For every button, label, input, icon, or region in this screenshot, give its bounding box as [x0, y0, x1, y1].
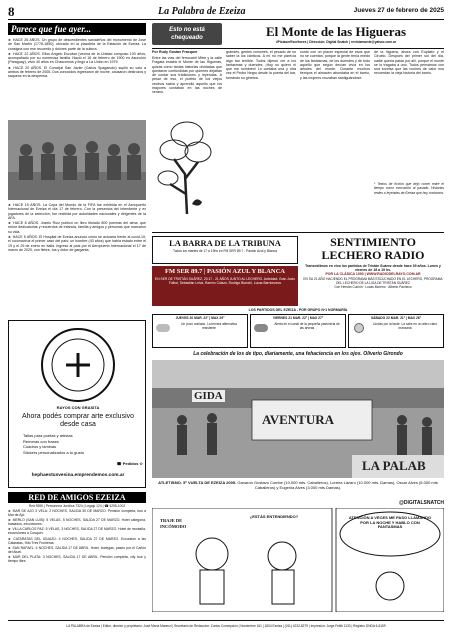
rayos-items [23, 433, 143, 455]
barra-title: LA BARRA DE LA TRIBUNA [169, 238, 281, 248]
group-photo-image [8, 120, 146, 200]
trip-entry: ► MAR DEL PLATA: 3 NOCHES, SALIDA 17 DE ABRIL. Pensión completa, city tour y tiempo libre. [8, 554, 146, 564]
atletismo-photo [152, 360, 444, 478]
monte-illustration [152, 104, 222, 214]
monte-col-1: Entre las vías del ferrocarril Mitre y la calle Fragata estaba el Monte de las Higueras, quizás como tantas historias olvidadas que quedaron confundidas por quienes dejaban de contar sus tradiciones y leyendas. A pesar de eso, el pueblo de los viejos vecinos sabía y aprendió aquello que los mayores contaban en las noches de verano. [152, 56, 222, 95]
monte-title: El Monte de las Higueras [265, 24, 407, 39]
rayos-item: Cuadros y láminas [23, 444, 57, 449]
ayer-entry: ► HACE 5 AÑOS. El Hospital de Ezeiza anunció cómo se actuaría frente al covid-19, el coronavirus el primer caso del país: un hombre (43 años) que había estado entre el 19 y el 29 de enero en Italia. Ingresó al país por el Aeropuerto Internacional el 17 de marzo de 2020, con fiebre, tos y dolor de garganta. [8, 235, 146, 252]
cartoon-strip [152, 500, 444, 612]
photo-banner-text-1: GIDA [194, 390, 223, 402]
masthead [8, 4, 444, 18]
rayos-logo-icon [38, 325, 118, 405]
cloud-icon [156, 324, 170, 332]
trip-entry: ► CATARATAS DEL IGUAZÚ: 4 NOCHES, SALIDA 27 DE MARZO. Excursión a las Cataratas, Hito Tres Fronteras. [8, 536, 146, 545]
red-amigos-subtitle: Red 9590 | Personería Jurídica 7324 | Legajo 124 | ☎ 4295-1002 [28, 504, 126, 508]
page-number: 8 [8, 4, 15, 19]
sentimiento-line: EN SU 21 AÑO HACIENDO EL PROGRAMA MÁS ESCUCHADO EN EL LECHERO, PROGRAMA DEL LECHERO DE LA LIGA DE TRISTÁN SUÁREZ [303, 276, 443, 285]
cartoon-handle: @DIGITALSNATCH [399, 500, 444, 506]
section-title: Parece que fue ayer... [11, 24, 91, 34]
trip-entry: ► MERLO (SAN LUIS): 5 VELAS, 5 NOCHES, SALIDA 27 DE MARZO. Hotel categoría, traslados, excursiones. [8, 518, 146, 527]
monte-bottom-rule [152, 232, 444, 233]
ayer-entry: ► HACE 15 AÑOS. La Copa del Mundo de la FIFA fue exhibida en el Aeropuerto Internacional de Ezeiza el día 17 de febrero. Con la presencia del intendente y ex jugadores de la selección, fue recibida por autoridades nacionales y dirigentes de la AFA. [8, 203, 146, 220]
match-day: JUEVES 20 MAR. 22° | MAX 29° [175, 316, 225, 320]
barra-subtitle: Todos los martes de 17 a 19hs en FM SER 89.7 - Pasión Azul y Blanca [173, 249, 277, 253]
ayer-text-bottom [8, 203, 146, 315]
match-card [348, 314, 444, 348]
caption-body: Ganaron Gustavo Combe (10.000 mts. Caballeros), Lorena Lázaro (10.000 mts. Damas), Oscar Alves (5.000 mts Caballeros) y Eugenia Alves (3.000 mts Damas). [237, 480, 438, 490]
sentimiento-line: Transmitimos en vivo los partidos de Tristán Suárez desde hace 39 años. Lunes y viernes de 18 a 19 hs. [305, 264, 441, 273]
monte-note: * Textos de ficción que dejó correr entre el tiempo como evocación al pasado. Historias reales o leyendas de Ezeiza que hoy contamos. [374, 182, 444, 195]
photo-banner-text-3: LA PALAB [362, 458, 426, 473]
footer-imprint: LA PALABRA de Ezeiza | Editor, director y propietario: José María Marenzi | Secretario de Redacción: Carlos Concepción | Noviembre 161 | 1804 Ezeiza | (011) 4232-8279 | Impresión: Jorge Felitti 1133 | Registro DNDA 6-6159 [66, 624, 386, 628]
barra-box [152, 236, 298, 264]
radio-subtitle: EN SER DE TRISTÁN SUÁREZ, 20:17 - 21 AÑOS JUNTO AL LECHERO. Actividad: Gran Jucio Fútbol, Sebastián Leiva, Ramiro Colazo, Rodrigo Bianchi, Lucas Barrionuevo [155, 277, 295, 286]
trip-entry: ► SAN RAFAEL: 4 NOCHES, SALIDA 17 DE ABRIL. Hotel, bodegas, paseo por el Cañón del Atuel. [8, 545, 146, 554]
cartoon-bubble-3: ATENCIÓN A VECES ME PASO LLAMANDO POR LA NOCHE Y HABLO CON FANTASMAS [348, 515, 432, 530]
issue-date: Jueves 27 de febrero de 2025 [353, 7, 444, 14]
footer-rule [8, 620, 444, 621]
sentimiento-line: Con Hernán Cuchín · Lucas Moreno · Alberto Pacheco [334, 284, 412, 289]
ayer-entry: ► HACE 8 AÑOS. Joselo Ruiz publicó un libro titulado 800 poemas del alma, que reúne dedicatorias y recuerdos de infancia, familia y amigos y personas que marcaron su vida. [8, 221, 146, 234]
ayer-entry: ► HACE 22 AÑOS. Ellos Angelo Escobar (vecina de la Unidad compuso 100 años, acompañado por su numerosa familia. Nació el 16 de febrero de 1900 en Asunción (Paraguay), vivió 40 años en Chascomús y llegó a La Unión en 1979. [8, 51, 146, 65]
trip-entry: ► VILLA CARLOS PAZ: 5 VELAS, 3 NOCHES, SALIDA 27 DE MARZO. Hotel de montaña, excursiones a Cosquín. [8, 527, 146, 536]
photo-banner-text-2: AVENTURA [262, 412, 334, 427]
trip-entry: ► MAR DE AJÓ 3 VELA: 2 NOCHES, SALIDA 30 DE MARZO. Pensión completa, bus a Mar de Ajó. [8, 509, 146, 518]
match-text: Un poco nublado. La tercera alternativa resistente [181, 322, 237, 330]
match-day: SÁBADO 22 MAR. 21° | MAX 26° [370, 316, 422, 320]
header-rule [8, 19, 444, 20]
radio-box [152, 266, 298, 306]
photo-caption [152, 480, 444, 496]
radio-title: FM SER 89.7 | PASIÓN AZUL Y BLANCA [164, 268, 285, 275]
rayos-brand: RAYOS CON GRASITA [56, 405, 100, 410]
rayos-ad [8, 320, 146, 488]
rayos-item: Stickers personalizados a tu gusto [23, 449, 84, 455]
monte-col-2: grandes, gentes comunes, el pecado de no saber la los cánticos. A mí no me parecía algo tan terrible. Todos dijeron ver a los fantasmas y duendes; ¡Hoy no quiero ni que me nombren! Lo contaba una y otra vez el Pedro Negro desde la puerta del bar, tomando su ginebra. [226, 50, 296, 80]
match-card [250, 314, 346, 348]
rayos-headline: Ahora podés comprar arte exclusivo desde casa [21, 413, 135, 428]
week-strip [152, 314, 444, 348]
match-day: VIERNES 21 MAR. 22° | MAX 27° [272, 316, 324, 320]
cartoon-bubble-2: INCÓMODO [160, 524, 187, 529]
week-strip-title: LOS PARTIDOS DEL EZEIZA - POR GRUPO Nº1 NORMARÍA [248, 308, 348, 312]
cartoon-bubble-1: TRAJE DE [160, 518, 183, 523]
monte-rule [152, 48, 444, 49]
rayos-item: Tallas para poetas y artistas [23, 433, 73, 438]
paper-name: La Palabra de Ezeiza [158, 6, 246, 17]
sentimiento-title: SENTIMIENTO [330, 235, 416, 249]
cartoon-bubble-4: ¿ESTÁS ENTENDIENDO? [249, 514, 299, 519]
red-amigos-title: RED DE AMIGOS EZEIZA [8, 492, 146, 503]
rayos-site[interactable]: hephaestusvesina.emprendemos.com.ar [31, 473, 125, 478]
match-text: Lluvias por la tarde. La calle en un alero claro manzana [372, 322, 438, 330]
monte-col-4: de la higuera, ahora con Eupilato y el Ciruelo. Después del primer sol del día, nadie quería pasar por allí, porque el monte se lo tragaba a uno. Todos pensamos con una sonrisa que las noches de calor nos recuerdan la vieja historia del barrio. [374, 50, 444, 76]
match-text: Alerta en el canal de la pequeña pastoreria de las arveas [274, 322, 340, 330]
rayos-item: Remeras con frases [23, 438, 59, 444]
sentimiento-box [302, 236, 444, 306]
monte-byline: Por Rudy Gustav Fracquer [152, 50, 198, 54]
caption-head: ATLETISMO. 5ª VUELTA DE EZEIZA 2005. [158, 480, 237, 485]
sentimiento-subtitle: LECHERO RADIO [321, 248, 425, 262]
section-title-box [8, 23, 146, 35]
chequeado-badge [152, 23, 222, 45]
sentimiento-line: POR LA CLÁSICA 1090 | WWW.RADIODELRAYO.COM.AR [325, 272, 421, 277]
red-amigos-box [8, 492, 146, 612]
monte-col-3: contó con un placer especial de esos que no se cuentan, porque la gente tenía miedo de los fantasmas, de los duendes y de todo aquello que según decían vivía en los árboles del monte. Durante muchos tiempos el almacén abundaba en el barrio, y las mujeres cruzaban santiguándose. [300, 50, 370, 80]
quote-strip: La celebración de los de tipo, diariamente, una fehaciencia en los ojos. Oliverio Girondo [193, 351, 403, 357]
monte-subtitle: #PiciaserEscritores | Dirección: Digital Snatch | revistamonte@yahoo.com.ar [275, 40, 397, 44]
rayos-contact: ☎ Pedidos ☆ [116, 461, 143, 466]
sun-icon [354, 323, 364, 333]
red-amigos-list [8, 509, 146, 609]
ayer-entry: ► HACE 20 AÑOS. El Concejal San Javier (Carlos Spaganoto) suplió su voto a ambos de febrero de 2005. Dos conocidos ingresaron de noche, causaron destrozos y saqueos en la despensa. [8, 65, 146, 79]
fig-tree-icon [152, 104, 222, 214]
rain-icon [254, 324, 268, 332]
chequeado-label: Esto no está chequeado [169, 27, 205, 41]
ayer-entry: ► HACE 26 AÑOS. Un grupo de descendientes sanlaleños del monumento de José de San Martín (1778-1850), ubicado en la plazoleta de la Estación de Ezeiza. La consigna con ese recuerdo y dolores parte de la cultura. [8, 38, 146, 51]
ayer-photo [8, 120, 146, 200]
match-card [152, 314, 248, 348]
